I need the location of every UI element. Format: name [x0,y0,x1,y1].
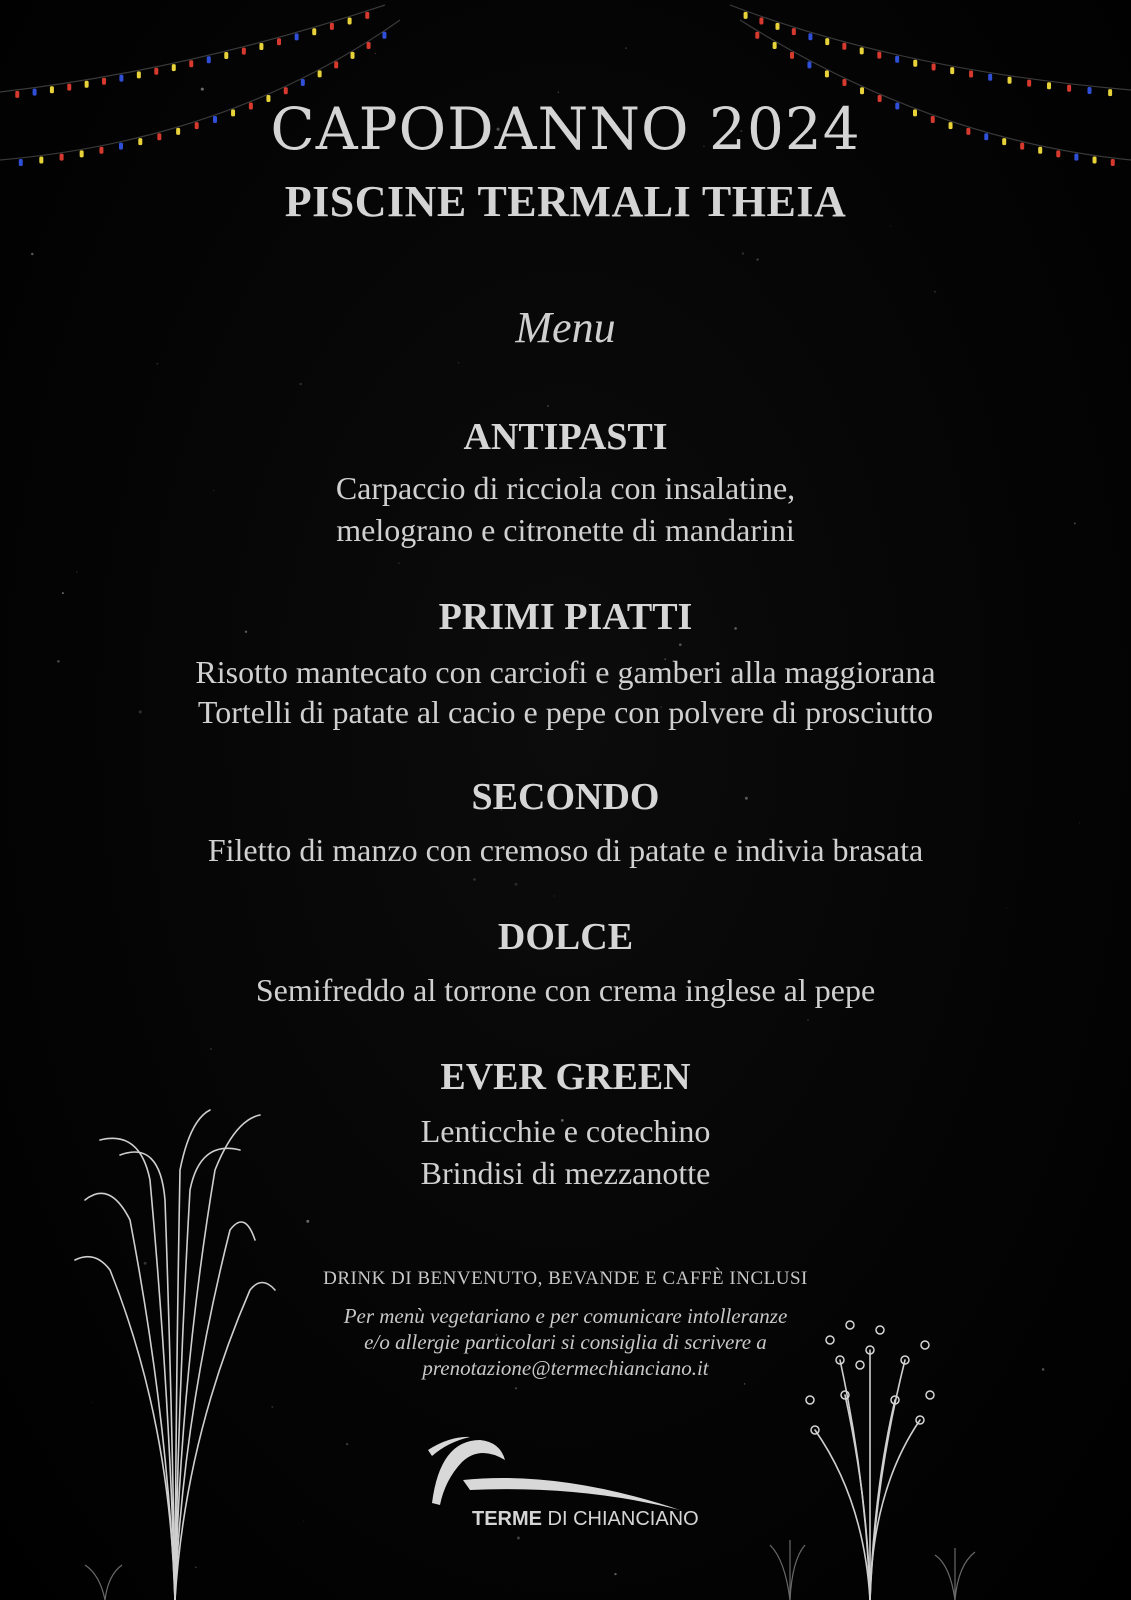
star [547,405,549,407]
star [193,69,194,70]
star [76,571,77,572]
light-bulb [382,32,386,39]
light-bulb [207,56,211,63]
light-bulb [913,60,917,67]
light-bulb [351,52,355,59]
light-bulb [1027,80,1031,87]
light-bulb [365,12,369,19]
star [31,253,34,256]
light-bulb [1111,159,1115,166]
star [1006,908,1007,909]
light-bulb [755,32,759,39]
star [757,259,759,261]
light-bulb [334,61,338,68]
light-bulb [1047,82,1051,89]
star [614,1573,616,1575]
star [515,883,518,886]
dietary-note-line: e/o allergie particolari si consiglia di scrivere a [364,1330,767,1354]
light-bulb [825,38,829,45]
light-bulb [172,64,176,71]
light-bulb [775,23,779,30]
included-note: DRINK DI BENVENUTO, BEVANDE E CAFFÈ INCLUSI [323,1268,808,1289]
light-bulb [790,52,794,59]
light-bulb [318,70,322,77]
menu-item: Risotto mantecato con carciofi e gamberi alla maggiorana [195,654,936,690]
star [517,1537,520,1540]
menu-item: Carpaccio di ricciola con insalatine, [335,470,796,506]
light-bulb [15,91,19,98]
contact-email[interactable]: prenotazione@termechianciano.it [422,1356,709,1380]
star [299,383,302,386]
light-bulb [284,87,288,94]
firework-small-icon [85,1540,975,1600]
star [742,252,744,254]
light-bulb [295,33,299,40]
light-bulb [825,70,829,77]
section-title-dolce: DOLCE [497,916,634,958]
light-bulb [808,33,812,40]
menu-item: melograno e citronette di mandarini [336,512,795,548]
light-bulb [367,42,371,49]
brand-name-bold: TERME [472,1508,542,1530]
light-bulb [102,78,106,85]
star [515,1387,517,1389]
star [303,1521,304,1522]
star [554,895,555,896]
menu-item: Filetto di manzo con cremoso di patate e indivia brasata [207,832,924,868]
star [306,1220,309,1223]
section-title-antipasti: ANTIPASTI [463,416,668,458]
light-bulb [19,159,23,166]
light-bulb [1067,85,1071,92]
light-bulb [137,71,141,78]
menu-item: Semifreddo al torrone con crema inglese al pepe [255,972,876,1008]
star [558,91,559,92]
light-bulb [842,43,846,50]
star [271,1406,273,1408]
light-bulb [259,43,263,50]
star [210,1048,211,1049]
brand-name [472,1508,699,1531]
light-bulb [1108,89,1112,96]
brand-name-rest: DI CHIANCIANO [542,1508,699,1530]
light-bulb [860,87,864,94]
section-title-ever-green: EVER GREEN [440,1056,691,1098]
light-bulb [67,84,71,91]
light-bulb [807,61,811,68]
star [195,1566,197,1568]
light-bulb [154,68,158,75]
light-bulb [312,28,316,35]
spark [926,1391,934,1399]
light-bulb [242,48,246,55]
light-bulb [1008,77,1012,84]
menu-label: Menu [515,303,616,352]
star [375,53,376,54]
star [890,225,891,226]
light-bulb [759,17,763,24]
star [625,47,627,49]
star [934,291,936,293]
light-bulb [773,42,777,49]
light-bulb [969,71,973,78]
light-bulb [1088,87,1092,94]
light-bulb [50,86,54,93]
light-bulb [330,23,334,30]
section-title-primi-piatti: PRIMI PIATTI [438,596,693,638]
star [144,1262,147,1265]
star [201,88,204,91]
light-bulb [860,47,864,54]
light-bulb [877,52,881,59]
star [91,1402,92,1403]
dietary-note-line: Per menù vegetariano e per comunicare intolleranze [343,1304,788,1328]
star [458,362,460,364]
star [807,1019,808,1020]
menu-item: Lenticchie e cotechino [420,1113,711,1149]
light-bulb [932,64,936,71]
firework-right-icon [815,1350,920,1600]
light-bulb [895,56,899,63]
star [679,643,682,646]
menu-item: Brindisi di mezzanotte [420,1155,711,1191]
star [1079,822,1080,823]
light-bulb [988,74,992,81]
star [473,878,475,880]
light-bulb [277,38,281,45]
light-bulb [792,28,796,35]
spark [806,1396,814,1404]
star [346,1443,348,1445]
swoosh-logo-icon [428,1437,680,1510]
section-title-secondo: SECONDO [471,776,660,818]
light-bulb [744,12,748,19]
star [398,563,399,564]
star [62,592,64,594]
page-title: CAPODANNO 2024 [270,95,861,163]
menu-item: Tortelli di patate al cacio e pepe con polvere di prosciutto [197,694,934,730]
light-bulb [348,17,352,24]
light-bulb [842,79,846,86]
light-bulb [85,81,89,88]
light-bulb [301,79,305,86]
star [156,363,158,365]
light-bulb [189,60,193,67]
light-bulb [33,89,37,96]
light-bulb [119,75,123,82]
light-bulb [224,52,228,59]
light-bulb [950,67,954,74]
page-subtitle: PISCINE TERMALI THEIA [284,177,847,226]
star [744,1383,745,1384]
